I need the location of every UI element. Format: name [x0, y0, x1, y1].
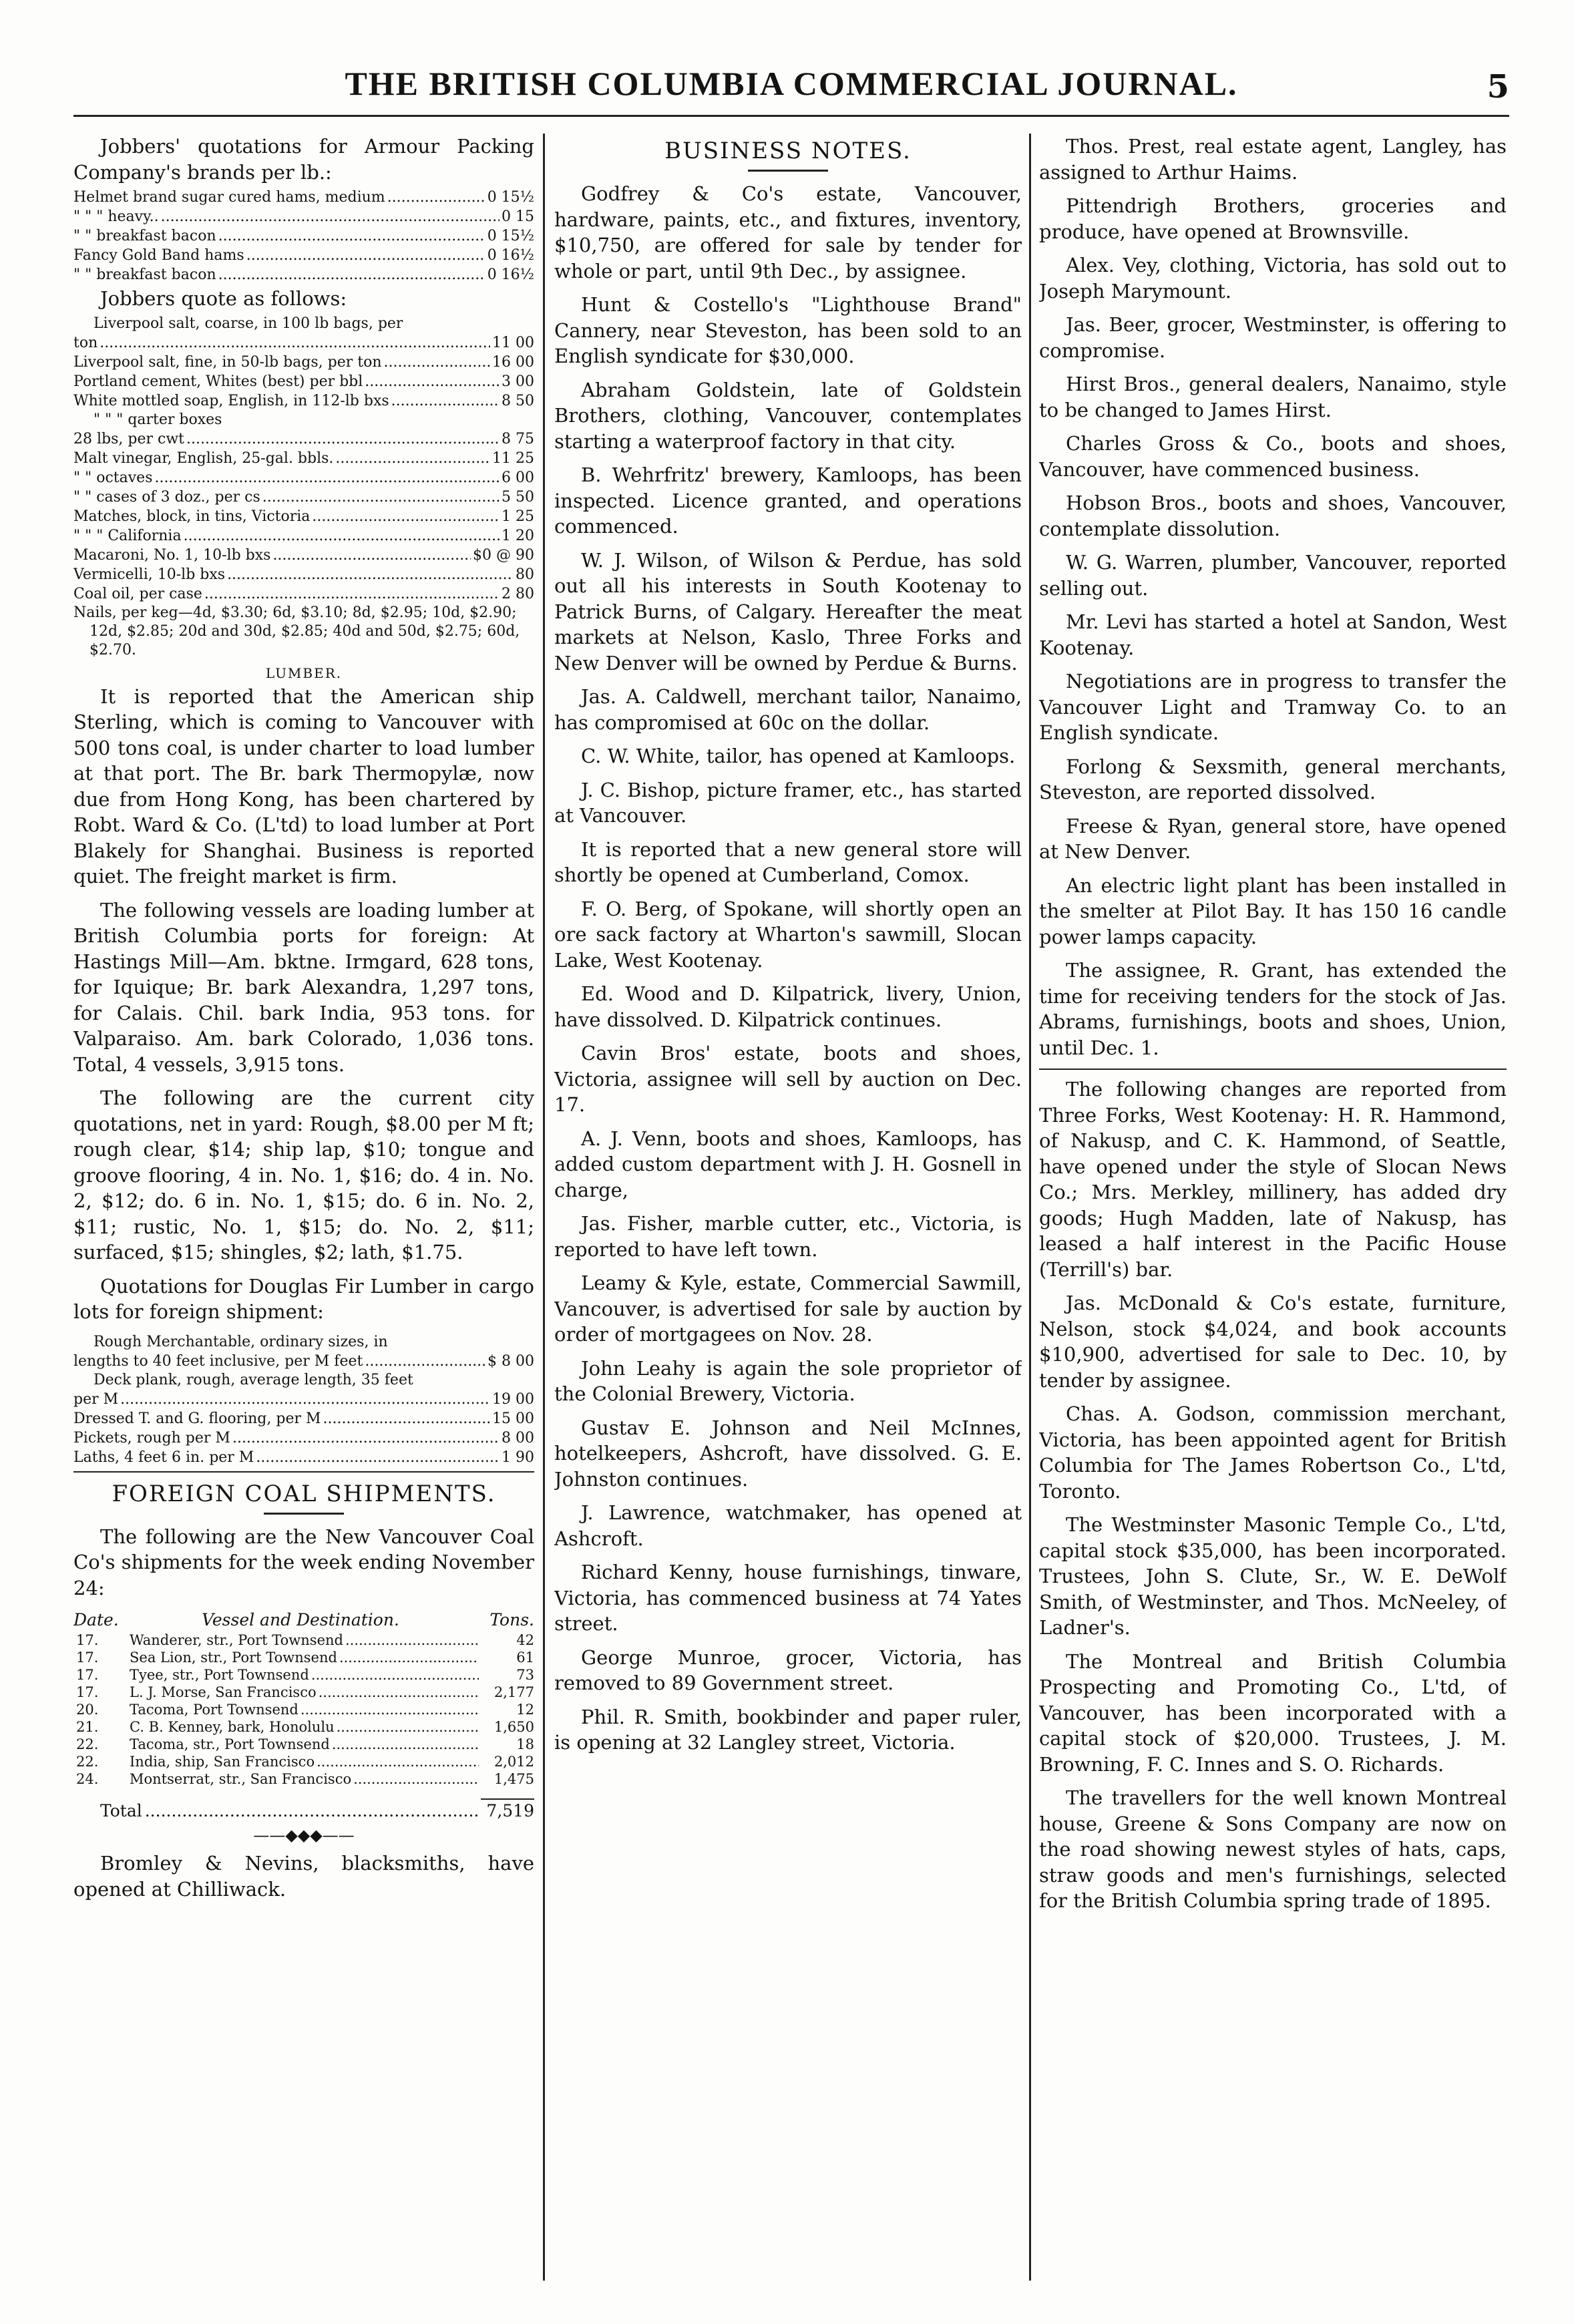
shipment-vessel: C. B. Kenney, bark, Honolulu — [130, 1719, 335, 1735]
business-note: The Westminster Masonic Temple Co., L'td, capital stock $35,000, has been incorporated. Trustees, John S. Clute, Sr., W. E. DeWolf Smith, of Westminster, and Thos. McNeeley, of Ladner's. — [1039, 1513, 1507, 1639]
business-note: Godfrey & Co's estate, Vancouver, hardware, paints, etc., and fixtures, inventory, $10,750, are offered for sale by tender for whole or part, until 9th Dec., by assignee. — [554, 182, 1022, 282]
business-notes-heading: BUSINESS NOTES. — [664, 138, 912, 164]
shipment-date: 21. — [76, 1719, 99, 1735]
item-name: White mottled soap, English, in 112-lb bxs — [73, 392, 389, 409]
business-note: Mr. Levi has started a hotel at Sandon, West Kootenay. — [1039, 610, 1507, 659]
shipments-header — [73, 1609, 534, 1631]
price-row — [73, 1390, 534, 1409]
business-note: Jas. McDonald & Co's estate, furniture, Nelson, stock $4,024, and book accounts $10,900, advertised for sale to Dec. 10, by tender by assignee. — [1039, 1292, 1507, 1392]
column-business-notes — [554, 134, 1022, 2284]
column-market-quotations — [73, 134, 534, 2284]
armour-price-list — [73, 188, 534, 284]
item-price: 11 25 — [492, 449, 534, 467]
shipment-date: 17. — [76, 1667, 99, 1683]
business-note: Hirst Bros., general dealers, Nanaimo, style to be changed to James Hirst. — [1039, 373, 1507, 421]
fir-price-list — [73, 1333, 534, 1467]
shipment-tons: 2,177 — [494, 1684, 534, 1700]
price-row — [73, 1428, 534, 1448]
business-note: The following changes are reported from Three Forks, West Kootenay: H. R. Hammond, of Nakusp, and C. K. Hammond, of Seattle, have opened under the style of Slocan News Co.; Mrs. Merkley, millinery, has added dry goods; Hugh Madden, late of Nakusp, has leased a half interest in the Pacific House (Terrill's) bar. — [1039, 1078, 1507, 1281]
header-vessel: Vessel and Destination. — [202, 1610, 399, 1629]
price-row — [73, 226, 534, 246]
shipment-tons: 1,475 — [494, 1771, 534, 1787]
notes-group-a — [1039, 134, 1507, 1060]
header-tons: Tons. — [489, 1610, 534, 1629]
shipment-tons: 2,012 — [494, 1754, 534, 1770]
shipment-vessel: L. J. Morse, San Francisco — [130, 1684, 317, 1700]
business-note: Pittendrigh Brothers, groceries and produce, have opened at Brownsville. — [1039, 194, 1507, 243]
section-rule — [1039, 1069, 1507, 1070]
item-price: 2 80 — [502, 585, 534, 602]
item-price: 1 25 — [502, 508, 534, 525]
price-row — [73, 1352, 534, 1371]
business-note: Forlong & Sexsmith, general merchants, Steveston, are reported dissolved. — [1039, 755, 1507, 803]
item-name: per M — [73, 1390, 119, 1408]
item-price: 8 75 — [502, 430, 534, 447]
lumber-paragraph: Quotations for Douglas Fir Lumber in cargo lots for foreign shipment: — [73, 1274, 534, 1323]
shipment-vessel: Montserrat, str., San Francisco — [130, 1771, 352, 1787]
item-price: 11 00 — [492, 334, 534, 351]
business-note: J. Lawrence, watchmaker, has opened at Ashcroft. — [554, 1501, 1022, 1550]
business-note: Jas. A. Caldwell, merchant tailor, Nanaimo, has compromised at 60c on the dollar. — [554, 685, 1022, 734]
shipment-date: 24. — [76, 1771, 99, 1787]
price-item-lead: Liverpool salt, coarse, in 100 lb bags, per — [93, 315, 403, 332]
price-row — [73, 565, 534, 584]
notes-group-b — [1039, 1077, 1507, 1914]
item-price: 19 00 — [492, 1390, 534, 1408]
item-price: 5 50 — [502, 488, 534, 506]
column-business-notes-continued — [1039, 134, 1507, 2284]
price-row — [73, 207, 534, 226]
item-price: $0 @ 90 — [473, 546, 534, 564]
business-note: Negotiations are in progress to transfer the Vancouver Light and Tramway Co. to an English syndicate. — [1039, 670, 1507, 744]
business-note: A. J. Venn, boots and shoes, Kamloops, has added custom department with J. H. Gosnell in charge, — [554, 1127, 1022, 1201]
item-name: " " octaves — [73, 469, 153, 486]
business-note: J. C. Bishop, picture framer, etc., has started at Vancouver. — [554, 778, 1022, 827]
price-row — [73, 188, 534, 207]
business-note: John Leahy is again the sole proprietor of the Colonial Brewery, Victoria. — [554, 1356, 1022, 1405]
price-row — [73, 488, 534, 507]
price-row — [73, 353, 534, 372]
item-price: 0 16½ — [487, 247, 534, 264]
business-note: Hobson Bros., boots and shoes, Vancouver, contemplate dissolution. — [1039, 492, 1507, 540]
price-row — [73, 265, 534, 284]
item-name: lengths to 40 feet inclusive, per M feet — [73, 1352, 363, 1370]
header-date: Date. — [73, 1610, 119, 1629]
column-divider — [1029, 134, 1031, 2281]
page-number: 5 — [1487, 68, 1509, 106]
business-note: Richard Kenny, house furnishings, tinware, Victoria, has commenced business at 74 Yates street. — [554, 1561, 1022, 1635]
business-note: George Munroe, grocer, Victoria, has removed to 89 Government street. — [554, 1645, 1022, 1694]
shipment-date: 22. — [76, 1736, 99, 1752]
nails-prices: Nails, per keg—4d, $3.30; 6d, $3.10; 8d, $2.95; 10d, $2.90; 12d, $2.85; 20d and 30d, $2.85; 40d and 50d, $2.75; 60d, $2.70. — [73, 604, 520, 658]
item-price: 0 15½ — [487, 228, 534, 244]
shipment-vessel: Tacoma, str., Port Townsend — [130, 1736, 330, 1752]
business-note: Abraham Goldstein, late of Goldstein Brothers, clothing, Vancouver, contemplates starting a waterproof factory in that city. — [554, 378, 1022, 453]
item-price: 15 00 — [492, 1410, 534, 1427]
shipment-date: 22. — [76, 1754, 99, 1770]
business-note: Chas. A. Godson, commission merchant, Victoria, has been appointed agent for British Columbia for The James Robertson Co., L'td, Toronto. — [1039, 1402, 1507, 1503]
total-label: Total — [100, 1801, 142, 1820]
shipment-date: 17. — [76, 1650, 99, 1666]
item-price: 8 00 — [502, 1429, 534, 1446]
business-note: Cavin Bros' estate, boots and shoes, Victoria, assignee will sell by auction on Dec. 17. — [554, 1042, 1022, 1116]
item-price: 1 20 — [502, 527, 534, 544]
item-name: Malt vinegar, English, 25-gal. bbls. — [73, 449, 334, 467]
business-note: Phil. R. Smith, bookbinder and paper ruler, is opening at 32 Langley street, Victoria. — [554, 1705, 1022, 1754]
shipment-row — [73, 1684, 534, 1701]
coal-intro: The following are the New Vancouver Coal Co's shipments for the week ending November 24: — [73, 1525, 534, 1599]
shipment-row — [73, 1701, 534, 1718]
header-rule — [73, 115, 1509, 117]
shipment-date: 20. — [76, 1702, 99, 1718]
jobbers-intro: Jobbers quote as follows: — [100, 287, 347, 310]
shipment-row — [73, 1770, 534, 1788]
price-row — [73, 1448, 534, 1467]
business-note: Thos. Prest, real estate agent, Langley, has assigned to Arthur Haims. — [1039, 135, 1507, 184]
shipment-row — [73, 1718, 534, 1736]
lumber-paragraph: It is reported that the American ship Sterling, which is coming to Vancouver with 500 tons coal, is under charter to load lumber at that port. The Br. bark Thermopylæ, now due from Hong Kong, has been chartered by Robt. Ward & Co. (L'td) to load lumber at Port Blakely for Shanghai. Business is reported quiet. The freight market is firm. — [73, 685, 534, 888]
item-price: 3 00 — [502, 373, 534, 390]
item-price: 8 50 — [502, 392, 534, 409]
column-divider — [543, 134, 545, 2281]
shipment-tons: 61 — [516, 1650, 534, 1666]
lumber-heading: LUMBER. — [265, 664, 343, 681]
business-note: Leamy & Kyle, estate, Commercial Sawmill, Vancouver, is advertised for sale by auction by order of mortgagees on Nov. 28. — [554, 1272, 1022, 1346]
business-notes-list — [554, 181, 1022, 1756]
item-name: " " " California — [73, 527, 182, 544]
shipments-table — [73, 1631, 534, 1788]
lumber-paragraph: The following are the current city quotations, net in yard: Rough, $8.00 per M ft; rough clear, $14; ship lap, $10; tongue and groove flooring, 4 in. No. 1, $16; do. 4 in. No. 2, $12; do. 6 in. No. 1, $15; do. 6 in. No. 2, $11; rustic, No. 1, $15; do. No. 2, $11; surfaced, $15; shingles, $2; lath, $1.75. — [73, 1087, 534, 1264]
heading-rule — [748, 170, 828, 172]
item-price: 0 16½ — [487, 266, 534, 283]
business-note: The assignee, R. Grant, has extended the time for receiving tenders for the stock of Jas. Abrams, furnishings, boots and shoes, Union, until Dec. 1. — [1039, 959, 1507, 1059]
total-value: 7,519 — [481, 1798, 534, 1822]
item-name: Vermicelli, 10-lb bxs — [73, 566, 226, 583]
item-name: Coal oil, per case — [73, 585, 202, 602]
item-name: Liverpool salt, fine, in 50-lb bags, per ton — [73, 353, 382, 371]
item-name: Pickets, rough per M — [73, 1429, 230, 1446]
masthead — [73, 64, 1509, 111]
armour-intro: Jobbers' quotations for Armour Packing Company's brands per lb.: — [73, 135, 534, 184]
item-name: " " breakfast bacon — [73, 228, 216, 244]
shipment-row — [73, 1649, 534, 1666]
business-note: Jas. Fisher, marble cutter, etc., Victoria, is reported to have left town. — [554, 1212, 1022, 1261]
shipment-tons: 1,650 — [494, 1719, 534, 1735]
shipment-vessel: Tacoma, Port Townsend — [130, 1702, 299, 1718]
price-row — [73, 546, 534, 565]
price-row — [73, 372, 534, 391]
business-note: It is reported that a new general store will shortly be opened at Cumberland, Comox. — [554, 837, 1022, 886]
business-note: Freese & Ryan, general store, have opened at New Denver. — [1039, 814, 1507, 863]
shipment-tons: 42 — [516, 1632, 534, 1648]
business-note: F. O. Berg, of Spokane, will shortly open an ore sack factory at Wharton's sawmill, Slocan Lake, West Kootenay. — [554, 897, 1022, 972]
price-row — [73, 526, 534, 546]
shipment-tons: 12 — [516, 1702, 534, 1718]
shipment-tons: 73 — [516, 1667, 534, 1683]
item-price: 6 00 — [502, 469, 534, 486]
business-note: Alex. Vey, clothing, Victoria, has sold out to Joseph Marymount. — [1039, 254, 1507, 303]
shipment-date: 17. — [76, 1684, 99, 1700]
item-name: Portland cement, Whites (best) per bbl — [73, 373, 363, 390]
price-row — [73, 507, 534, 526]
business-note: The Montreal and British Columbia Prospecting and Promoting Co., L'td, of Vancouver, has been incorporated with a capital stock of $20,000. Trustees, J. M. Browning, F. C. Innes and S. O. Richards. — [1039, 1650, 1507, 1776]
item-price: 1 90 — [502, 1448, 534, 1466]
item-price: 80 — [516, 566, 534, 583]
coal-heading: FOREIGN COAL SHIPMENTS. — [112, 1480, 496, 1507]
ornament-divider: ——◆◆◆—— — [253, 1826, 355, 1845]
lumber-paragraph: The following vessels are loading lumber at British Columbia ports for foreign: At Hastings Mill—Am. bktne. Irmgard, 628 tons, for Iquique; Br. bark Alexandra, 1,297 tons, for Calais. Chil. bark India, 953 tons. for Valparaiso. Am. bark Colorado, 1,036 tons. Total, 4 vessels, 3,915 tons. — [73, 898, 534, 1076]
price-row — [73, 468, 534, 488]
item-name: 28 lbs, per cwt — [73, 430, 184, 447]
business-note: B. Wehrfritz' brewery, Kamloops, has been inspected. Licence granted, and operations commenced. — [554, 463, 1022, 538]
shipment-row — [73, 1753, 534, 1770]
item-name: Fancy Gold Band hams — [73, 247, 244, 264]
price-row — [73, 429, 534, 449]
item-price: 0 15 — [502, 208, 534, 225]
price-row — [73, 333, 534, 353]
lumber-section — [73, 684, 534, 1325]
item-name: " " " heavy.. — [73, 208, 159, 225]
item-name: Dressed T. and G. flooring, per M — [73, 1410, 321, 1427]
item-name: ton — [73, 334, 98, 351]
business-note: An electric light plant has been installed in the smelter at Pilot Bay. It has 150 16 candle power lamps capacity. — [1039, 874, 1507, 948]
business-note: Jas. Beer, grocer, Westminster, is offering to compromise. — [1039, 313, 1507, 362]
shipments-total — [73, 1798, 534, 1822]
business-note: Gustav E. Johnson and Neil McInnes, hotelkeepers, Ashcroft, have dissolved. G. E. Johnston continues. — [554, 1416, 1022, 1491]
item-name: Matches, block, in tins, Victoria — [73, 508, 311, 525]
price-item-lead: Rough Merchantable, ordinary sizes, in — [93, 1333, 388, 1350]
shipment-date: 17. — [76, 1632, 99, 1648]
price-row — [73, 584, 534, 604]
item-name: " " breakfast bacon — [73, 266, 216, 283]
shipment-vessel: Wanderer, str., Port Townsend — [130, 1632, 343, 1648]
price-row — [73, 449, 534, 468]
shipment-tons: 18 — [516, 1736, 534, 1752]
journal-title: THE BRITISH COLUMBIA COMMERCIAL JOURNAL. — [345, 65, 1238, 102]
jobbers-price-list — [73, 315, 534, 604]
shipment-vessel: Tyee, str., Port Townsend — [130, 1667, 309, 1683]
closing-note: Bromley & Nevins, blacksmiths, have opened at Chilliwack. — [73, 1852, 534, 1901]
shipment-vessel: India, ship, San Francisco — [130, 1754, 315, 1770]
item-price: 0 15½ — [487, 189, 534, 206]
business-note: The travellers for the well known Montreal house, Greene & Sons Company are now on the road showing newest styles of hats, caps, straw goods and men's furnishings, selected for the British Columbia spring trade of 1895. — [1039, 1786, 1507, 1912]
price-item-lead: Deck plank, rough, average length, 35 feet — [93, 1371, 413, 1388]
business-note: C. W. White, tailor, has opened at Kamloops. — [581, 745, 1016, 767]
business-note: Ed. Wood and D. Kilpatrick, livery, Union, have dissolved. D. Kilpatrick continues. — [554, 982, 1022, 1031]
item-name: Macaroni, No. 1, 10-lb bxs — [73, 546, 271, 564]
price-row — [73, 391, 534, 411]
shipment-row — [73, 1736, 534, 1753]
shipment-row — [73, 1666, 534, 1684]
item-name: " " cases of 3 doz., per cs — [73, 488, 260, 506]
item-name: Laths, 4 feet 6 in. per M — [73, 1448, 254, 1466]
shipment-row — [73, 1631, 534, 1649]
section-rule — [73, 1471, 534, 1473]
price-row — [73, 1409, 534, 1428]
price-row — [73, 246, 534, 265]
business-note: Charles Gross & Co., boots and shoes, Vancouver, have commenced business. — [1039, 432, 1507, 481]
business-note: Hunt & Costello's "Lighthouse Brand" Cannery, near Steveston, has been sold to an English syndicate for $30,000. — [554, 293, 1022, 367]
shipment-vessel: Sea Lion, str., Port Townsend — [130, 1650, 337, 1666]
item-name: Helmet brand sugar cured hams, medium — [73, 189, 385, 206]
item-price: $ 8 00 — [487, 1352, 534, 1370]
business-note: W. G. Warren, plumber, Vancouver, reported selling out. — [1039, 551, 1507, 600]
item-price: 16 00 — [492, 353, 534, 371]
price-item-lead: " " " qarter boxes — [93, 411, 222, 428]
business-note: W. J. Wilson, of Wilson & Perdue, has sold out all his interests in South Kootenay to Patrick Burns, of Calgary. Hereafter the meat markets at Nelson, Kaslo, Three Forks and New Denver will be owned by Perdue & Burns. — [554, 548, 1022, 674]
heading-rule — [264, 1513, 344, 1515]
